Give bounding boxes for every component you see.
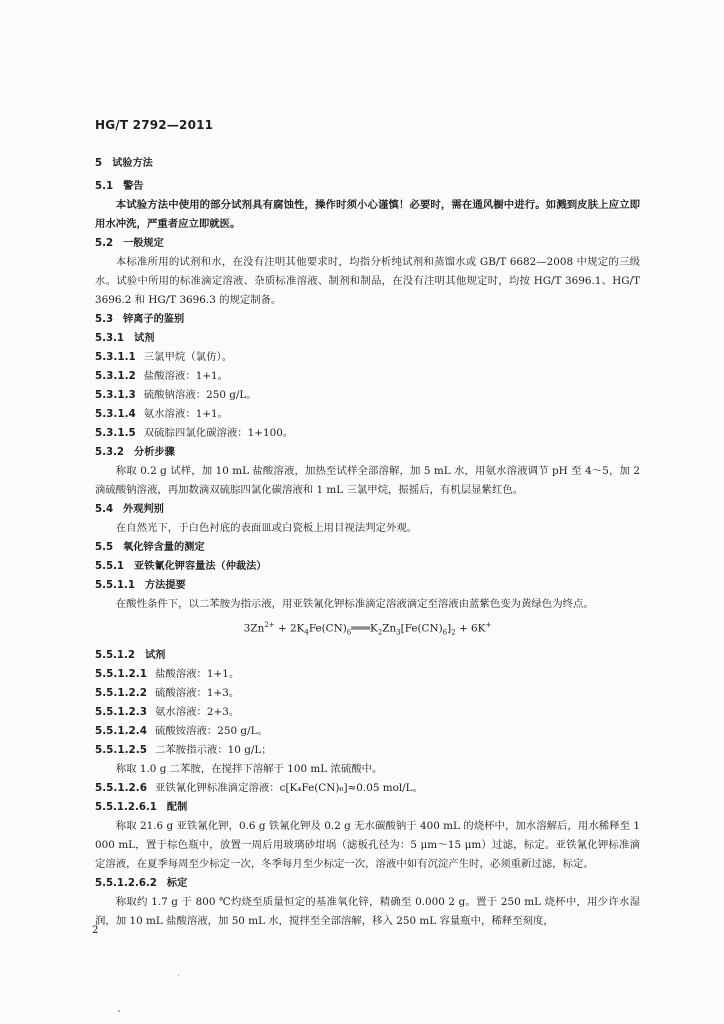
reagent-item: 5.3.1.2 盐酸溶液：1+1。 bbox=[95, 370, 229, 382]
section-5-5-1-heading: 5.5.1 亚铁氰化钾容量法（仲裁法） bbox=[95, 561, 267, 572]
reagent-item: 5.3.1.1 三氯甲烷（氯仿）。 bbox=[95, 351, 233, 363]
reagent-item: 5.5.1.2.6 亚铁氰化钾标准滴定溶液：c[K₄Fe(CN)₆]≈0.05 mol/L。 bbox=[95, 781, 423, 794]
page-number: 2 bbox=[92, 925, 99, 936]
reagent-item: 5.5.1.2.2 硫酸溶液：1+3。 bbox=[95, 686, 240, 699]
scan-speck bbox=[178, 975, 179, 976]
page-content bbox=[95, 154, 640, 931]
reagent-item: 5.5.1.2.5 二苯胺指示液：10 g/L； bbox=[95, 743, 272, 756]
section-5-5-1-1-heading: 5.5.1.1 方法提要 bbox=[95, 580, 186, 591]
indicator-prep-text: 称取 1.0 g 二苯胺，在搅拌下溶解于 100 mL 浓硫酸中。 bbox=[115, 762, 383, 775]
reaction-equation: $3Zn^{2+}$ + $2K_4Fe(CN)_6═══K_2Zn_3[Fe(CN)_6]_2 + 6K^+$ bbox=[243, 621, 492, 637]
reagent-item: 5.3.1.5 双硫腙四氯化碳溶液：1+100。 bbox=[95, 427, 294, 439]
section-5-heading: 5 试验方法 bbox=[95, 158, 153, 169]
section-5-5-1-2-6-2-heading: 5.5.1.2.6.2 标定 bbox=[95, 877, 188, 889]
section-5-3-2-heading: 5.3.2 分析步骤 bbox=[95, 447, 175, 458]
section-5-5-1-2-heading: 5.5.1.2 试剂 bbox=[95, 649, 166, 661]
preparation-text: 称取 21.6 g 亚铁氰化钾，0.6 g 铁氰化钾及 0.2 g 无水碳酸钠于 400 mL 的烧杯中，加水溶解后，用水稀释至 1 000 mL，置于棕色瓶中，放置一周后用玻璃砂坩埚（滤板孔径为：5 μm～15 μm）过滤，标定。亚铁氰化钾标准滴定溶液，在夏季每周至少标定一次，冬季每月至少标定一次，溶液中如有沉淀产生时，必须重新过滤，标定。 bbox=[95, 819, 640, 870]
section-5-5-heading: 5.5 氧化锌含量的测定 bbox=[95, 542, 205, 553]
section-5-4-heading: 5.4 外观判别 bbox=[95, 504, 164, 515]
section-5-1-heading: 5.1 警告 bbox=[95, 181, 144, 192]
reagent-item: 5.3.1.4 氨水溶液：1+1。 bbox=[95, 408, 229, 420]
warning-text: 本试验方法中使用的部分试剂具有腐蚀性，操作时须小心谨慎！必要时，需在通风橱中进行。如溅到皮肤上应立即用水冲洗，严重者应立即就医。 bbox=[95, 199, 640, 230]
reagent-item: 5.5.1.2.3 氨水溶液：2+3。 bbox=[95, 705, 240, 718]
appearance-text: 在自然光下，于白色衬底的表面皿或白瓷板上用目视法判定外观。 bbox=[115, 522, 418, 534]
calibration-text: 称取约 1.7 g 于 800 ℃灼烧至质量恒定的基准氧化锌，精确至 0.000 2 g。置于 250 mL 烧杯中，用少许水湿润，加 10 mL 盐酸溶液，加 50 mL 水，搅拌至全部溶解，移入 250 mL 容量瓶中，稀释至刻度， bbox=[95, 895, 640, 927]
reagent-item: 5.3.1.3 硫酸钠溶液：250 g/L。 bbox=[95, 389, 257, 401]
reagent-item: 5.5.1.2.4 硫酸铵溶液：250 g/L。 bbox=[95, 724, 268, 737]
section-5-3-heading: 5.3 锌离子的鉴别 bbox=[95, 314, 185, 325]
standard-number: HG/T 2792—2011 bbox=[95, 118, 214, 132]
section-5-5-1-2-6-1-heading: 5.5.1.2.6.1 配制 bbox=[95, 801, 188, 813]
analysis-steps-text: 称取 0.2 g 试样，加 10 mL 盐酸溶液，加热至试样全部溶解，加 5 mL 水，用氨水溶液调节 pH 至 4～5，加 2 滴硫酸钠溶液，再加数滴双硫腙四氯化碳溶液和 1 mL 三氯甲烷，振摇后，有机层显紫红色。 bbox=[95, 465, 640, 496]
reagent-item: 5.5.1.2.1 盐酸溶液：1+1。 bbox=[95, 667, 240, 680]
scan-speck bbox=[118, 1010, 120, 1012]
method-summary-text: 在酸性条件下，以二苯胺为指示液，用亚铁氰化钾标准滴定溶液滴定至溶液由蓝紫色变为黄绿色为终点。 bbox=[115, 598, 594, 610]
section-5-3-1-heading: 5.3.1 试剂 bbox=[95, 333, 155, 344]
general-rules-text: 本标准所用的试剂和水，在没有注明其他要求时，均指分析纯试剂和蒸馏水或 GB/T 6682—2008 中规定的三级水。试验中所用的标准滴定溶液、杂质标准溶液、制剂和制品，在没有注明其他规定时，均按 HG/T 3696.1、HG/T 3696.2 和 HG/T 3696.3 的规定制备。 bbox=[95, 256, 640, 306]
section-5-2-heading: 5.2 一般规定 bbox=[95, 238, 164, 249]
